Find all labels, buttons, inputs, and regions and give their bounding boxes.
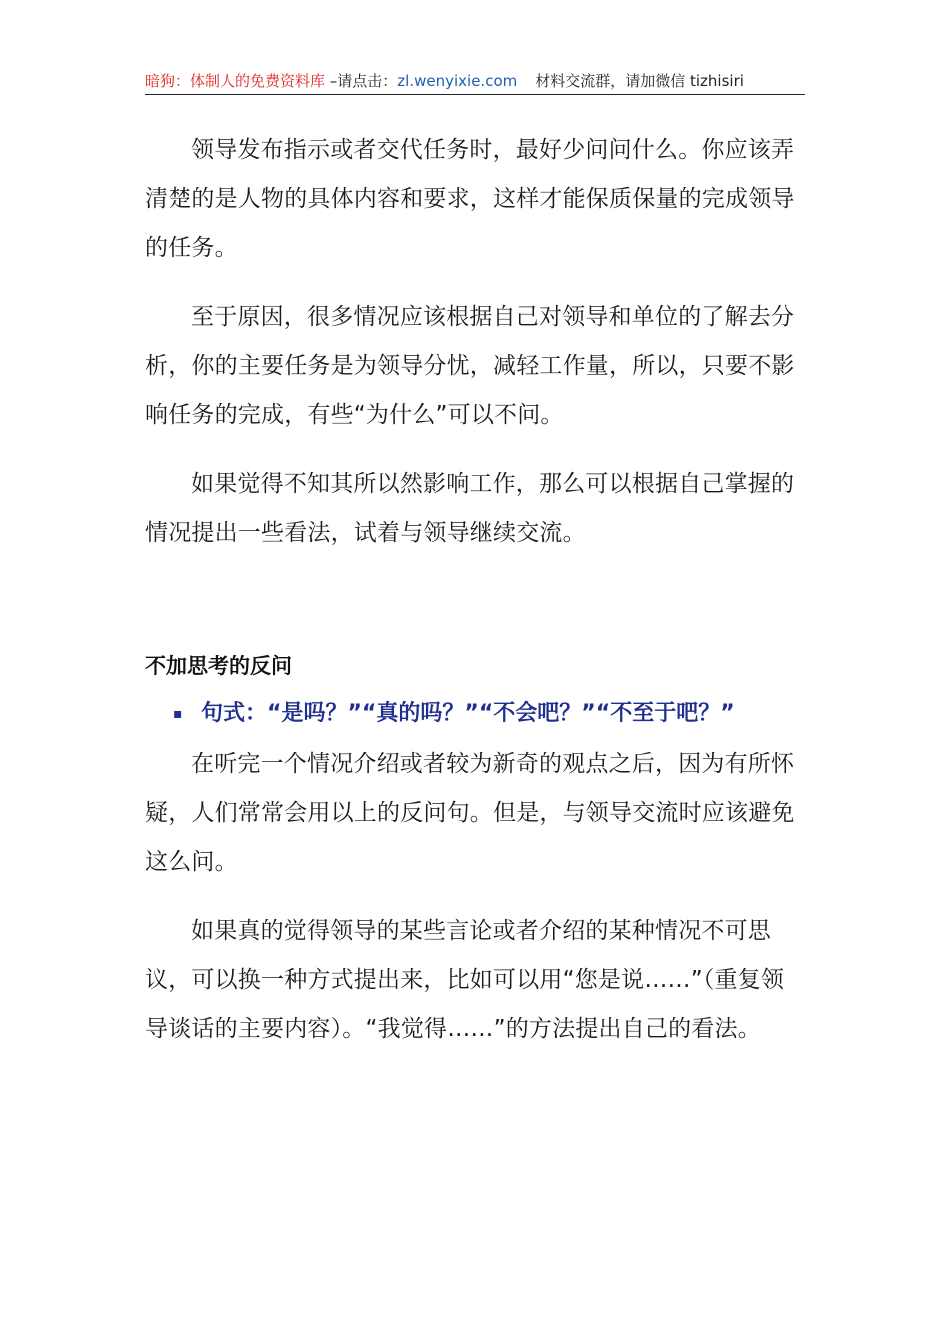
header-separator: –请点击： — [325, 72, 398, 90]
paragraph-2: 至于原因，很多情况应该根据自己对领导和单位的了解去分析，你的主要任务是为领导分忧，减轻工作量，所以，只要不影响任务的完成，有些“为什么”可以不问。 — [145, 304, 795, 428]
bullet-text: 句式：“是吗？”“真的吗？”“不会吧？”“不至于吧？” — [201, 701, 735, 726]
document-body — [145, 126, 805, 1054]
bullet-square-icon: ▪ — [173, 706, 183, 722]
paragraph-3: 如果觉得不知其所以然影响工作，那么可以根据自己掌握的情况提出一些看法，试着与领导继续交流。 — [145, 471, 795, 546]
section-title: 不加思考的反问 — [145, 654, 292, 678]
header-link[interactable]: zl.wenyixie.com — [397, 72, 518, 90]
header-brand: 暗狗：体制人的免费资料库 — [145, 72, 326, 90]
bullet-item — [145, 694, 805, 734]
header-group-info: 材料交流群，请加微信 tizhisiri — [535, 72, 744, 90]
paragraph-5: 如果真的觉得领导的某些言论或者介绍的某种情况不可思议，可以换一种方式提出来，比如可以用“您是说……”（重复领导谈话的主要内容）。“我觉得……”的方法提出自己的看法。 — [145, 918, 785, 1042]
page-header — [145, 70, 805, 95]
paragraph-4: 在听完一个情况介绍或者较为新奇的观点之后，因为有所怀疑，人们常常会用以上的反问句。但是，与领导交流时应该避免这么问。 — [145, 751, 795, 875]
paragraph-1: 领导发布指示或者交代任务时，最好少问问什么。你应该弄清楚的是人物的具体内容和要求，这样才能保质保量的完成领导的任务。 — [145, 137, 795, 261]
